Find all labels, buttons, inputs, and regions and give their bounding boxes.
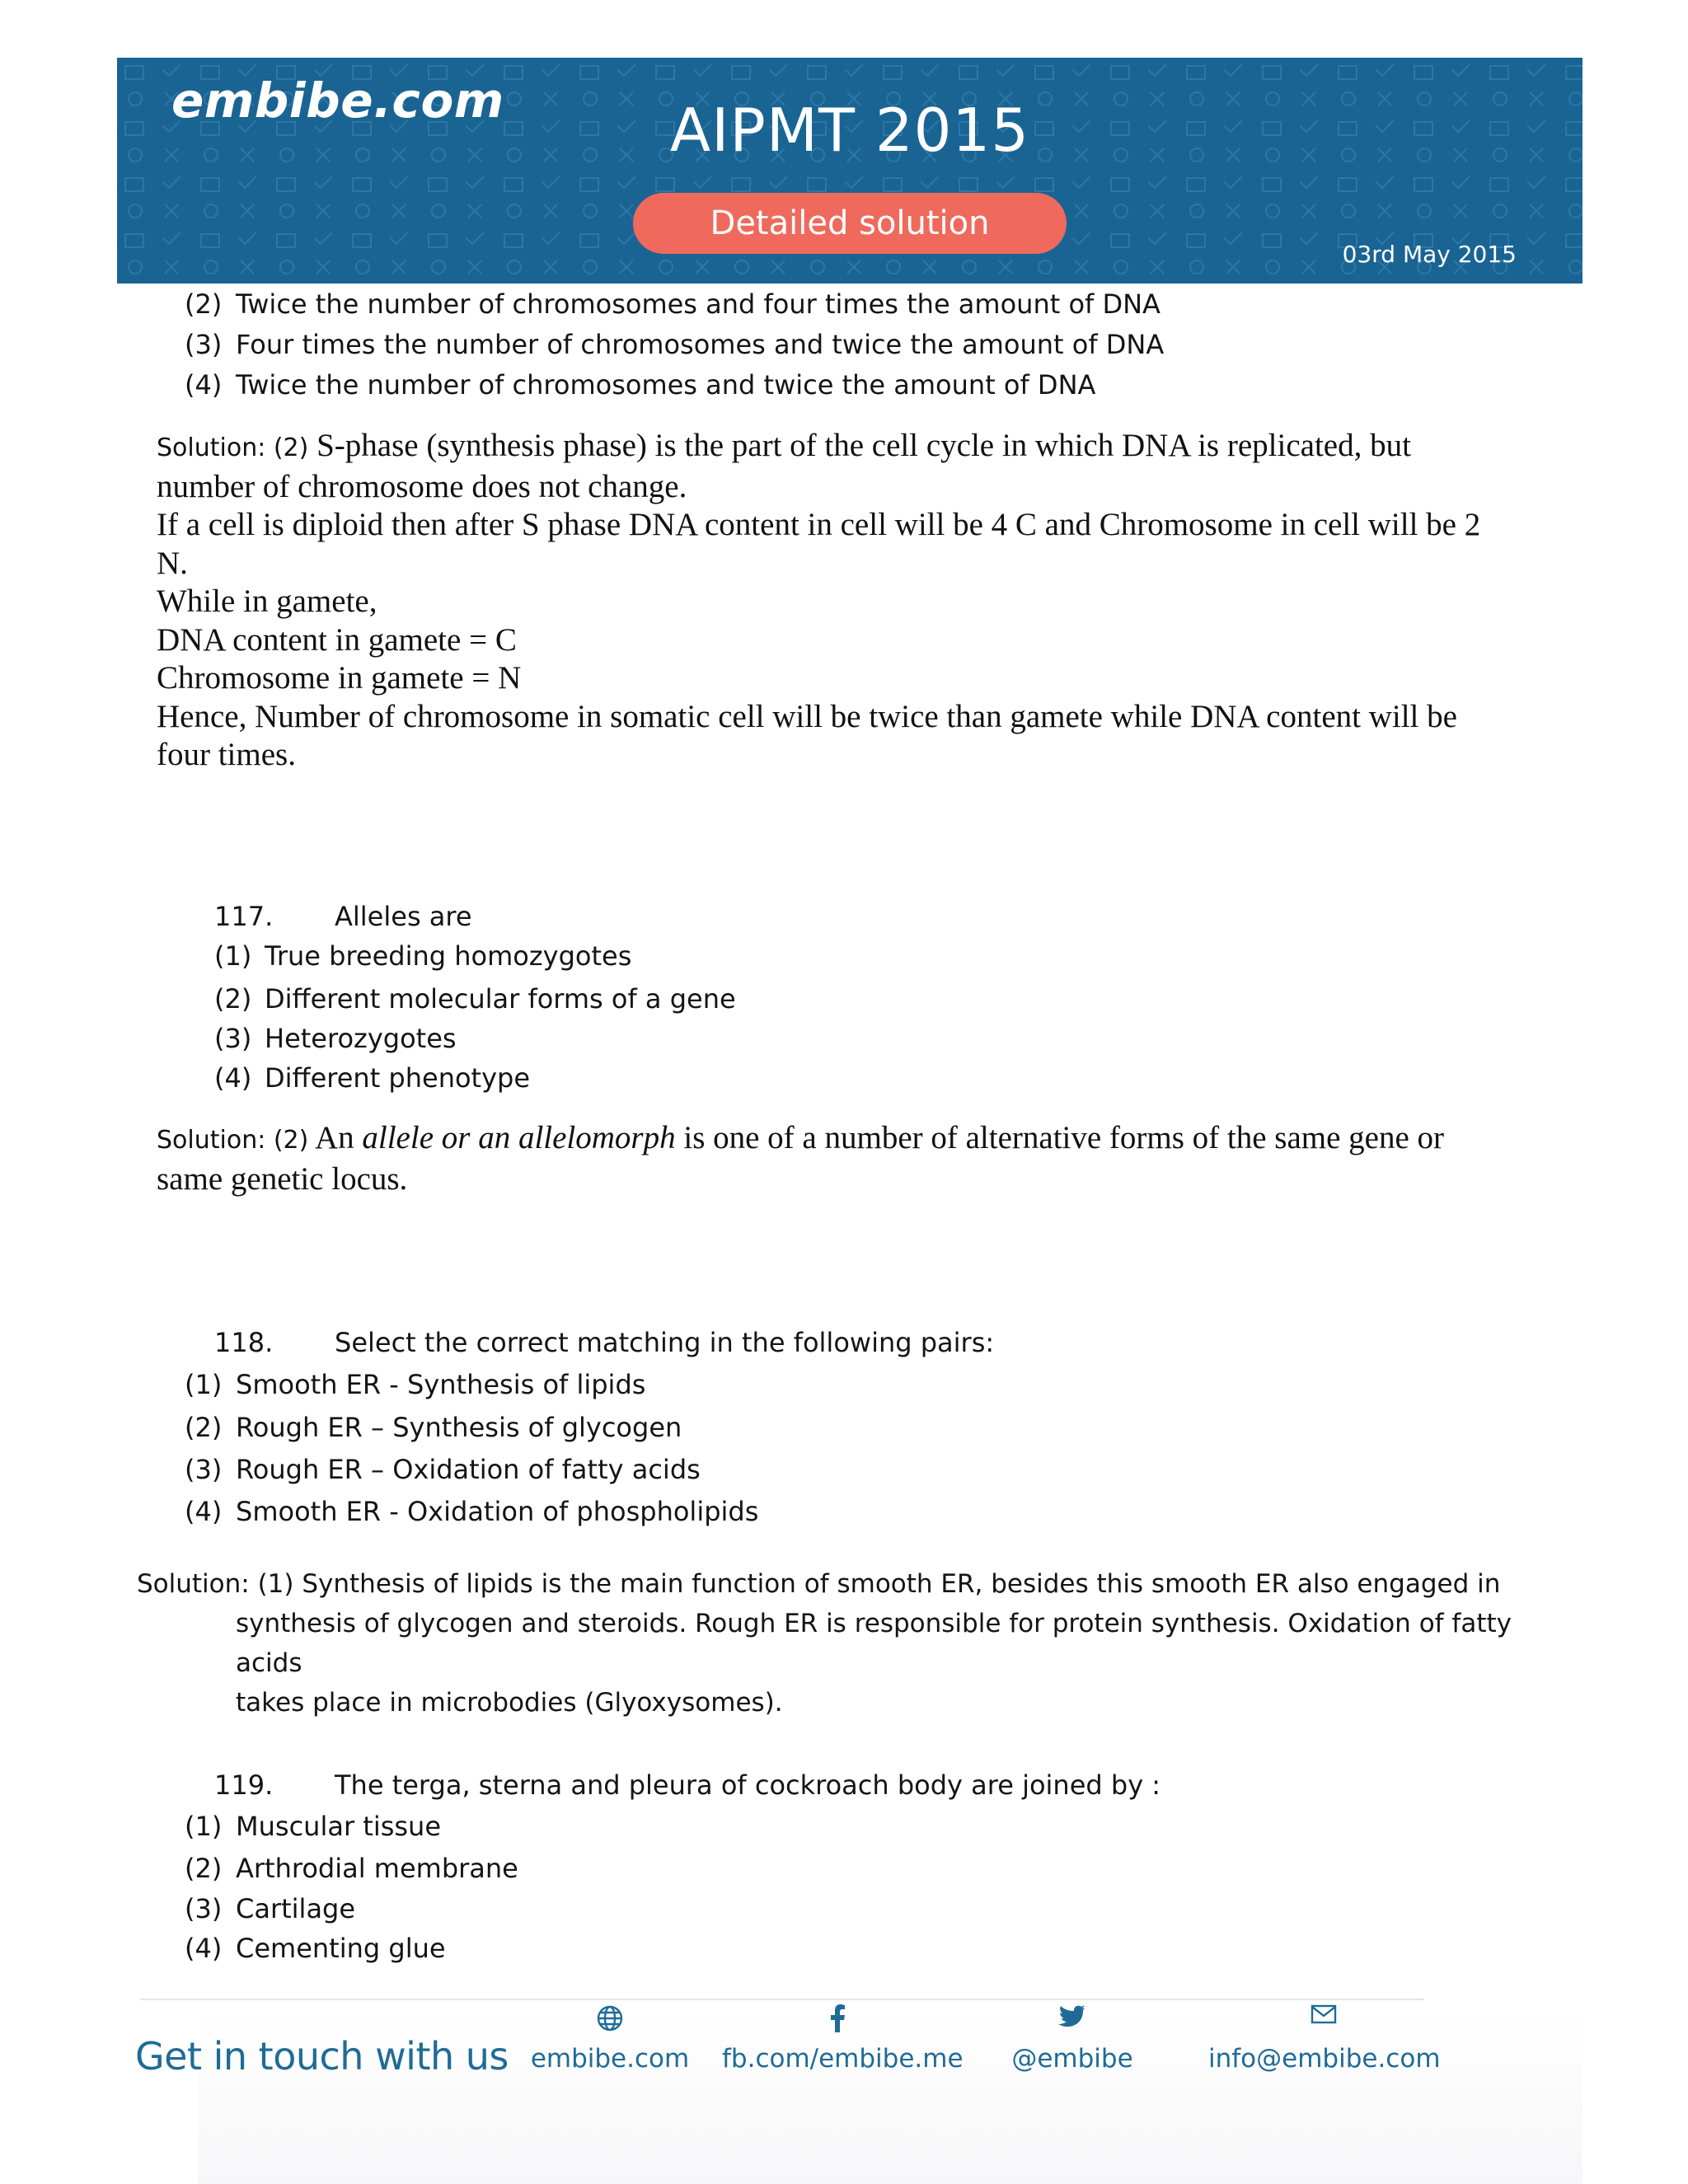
exam-date: 03rd May 2015 — [1342, 241, 1517, 268]
option-row — [185, 1454, 701, 1485]
option-text: Rough ER – Synthesis of glycogen — [236, 1412, 682, 1443]
option-text: Different molecular forms of a gene — [265, 983, 736, 1015]
footer-link-email[interactable] — [1208, 2004, 1439, 2074]
option-row — [185, 1893, 356, 1924]
option-row — [214, 1023, 457, 1054]
footer-divider — [140, 1999, 1424, 2000]
option-number: (1) — [214, 940, 252, 972]
mail-icon — [1208, 2004, 1439, 2037]
option-number: (3) — [185, 329, 223, 360]
option-text: Twice the number of chromosomes and twice the amount of DNA — [236, 369, 1096, 401]
brand-logo: embibe.com — [171, 73, 504, 129]
footer-link-label: embibe.com — [530, 2044, 690, 2074]
solution-line: DNA content in gamete = C — [157, 621, 517, 658]
solution-line: While in gamete, — [157, 583, 377, 619]
footer-link-label: fb.com/embibe.me — [722, 2044, 964, 2074]
solution-line: S-phase (synthesis phase) is the part of the cell cycle in which DNA is replicated, but — [316, 428, 1411, 463]
solution-italic-term: allele or an allelomorph — [362, 1120, 676, 1155]
facebook-icon — [722, 2004, 953, 2037]
exam-title: AIPMT 2015 — [669, 96, 1030, 165]
option-number: (4) — [214, 1062, 252, 1094]
option-number: (4) — [185, 1496, 223, 1527]
option-row — [214, 1062, 531, 1094]
solution-label: Solution: (2) — [157, 434, 309, 462]
question-number: 117. — [214, 901, 274, 932]
get-in-touch-heading: Get in touch with us — [135, 2034, 509, 2079]
solution-line: Chromosome in gamete = N — [157, 660, 522, 696]
globe-icon — [528, 2004, 692, 2037]
option-text: Arthrodial membrane — [236, 1853, 518, 1884]
q118-solution — [137, 1564, 1546, 1722]
option-text: True breeding homozygotes — [265, 940, 632, 972]
option-number: (3) — [185, 1454, 223, 1485]
question-number: 119. — [214, 1769, 274, 1801]
option-row — [214, 983, 736, 1015]
footer-link-website[interactable] — [528, 2004, 692, 2074]
solution-label: Solution: (2) — [157, 1126, 309, 1155]
option-row — [185, 1933, 446, 1964]
option-row — [185, 288, 1160, 320]
option-number: (4) — [185, 369, 223, 401]
footer-link-facebook[interactable] — [722, 2004, 964, 2074]
question-text: Alleles are — [335, 901, 472, 932]
option-text: Muscular tissue — [236, 1811, 442, 1842]
option-number: (4) — [185, 1933, 223, 1964]
solution-line: synthesis of glycogen and steroids. Rough ER is responsible for protein synthesis. Oxidation of fatty acids — [236, 1609, 1512, 1678]
option-row — [214, 940, 632, 972]
option-number: (2) — [185, 1853, 223, 1884]
header-banner — [117, 58, 1582, 284]
option-row — [185, 1811, 442, 1842]
footer-link-label: info@embibe.com — [1208, 2044, 1441, 2074]
option-number: (1) — [185, 1811, 223, 1842]
option-text: Cementing glue — [236, 1933, 446, 1964]
twitter-icon — [1010, 2004, 1134, 2037]
solution-line: same genetic locus. — [157, 1160, 408, 1197]
question-text: Select the correct matching in the following pairs: — [335, 1327, 995, 1358]
option-text: Rough ER – Oxidation of fatty acids — [236, 1454, 701, 1485]
detailed-solution-badge: Detailed solution — [633, 193, 1067, 254]
solution-line: takes place in microbodies (Glyoxysomes). — [236, 1688, 783, 1718]
q116-solution — [157, 427, 1541, 775]
q117-solution — [157, 1119, 1541, 1198]
option-text: Different phenotype — [265, 1062, 531, 1094]
option-text: Heterozygotes — [265, 1023, 457, 1054]
option-text: Four times the number of chromosomes and twice the amount of DNA — [236, 329, 1165, 360]
option-text: Smooth ER - Synthesis of lipids — [236, 1369, 646, 1400]
option-number: (3) — [214, 1023, 252, 1054]
option-number: (2) — [185, 288, 223, 320]
option-text: Smooth ER - Oxidation of phospholipids — [236, 1496, 759, 1527]
solution-line: four times. — [157, 737, 296, 772]
option-number: (2) — [185, 1412, 223, 1443]
question-text: The terga, sterna and pleura of cockroach body are joined by : — [335, 1769, 1161, 1801]
option-row — [185, 369, 1096, 401]
option-text: Twice the number of chromosomes and four times the amount of DNA — [236, 288, 1160, 320]
option-text: Cartilage — [236, 1893, 356, 1924]
option-row — [185, 1412, 682, 1443]
solution-line: Hence, Number of chromosome in somatic cell will be twice than gamete while DNA content will be — [157, 698, 1457, 734]
option-number: (2) — [214, 983, 252, 1015]
solution-text: An — [314, 1120, 363, 1155]
solution-line: If a cell is diploid then after S phase DNA content in cell will be 4 C and Chromosome in cell will be 2 — [157, 507, 1481, 542]
solution-line: Solution: (1) Synthesis of lipids is the main function of smooth ER, besides this smooth ER also engaged in — [137, 1569, 1501, 1599]
footer-link-twitter[interactable] — [1010, 2004, 1134, 2074]
option-row — [185, 1369, 646, 1400]
question-number: 118. — [214, 1327, 274, 1358]
option-number: (1) — [185, 1369, 223, 1400]
option-row — [185, 1496, 759, 1527]
solution-line: N. — [157, 545, 188, 581]
option-row — [185, 1853, 518, 1884]
option-number: (3) — [185, 1893, 223, 1924]
footer-link-label: @embibe — [1011, 2044, 1133, 2074]
option-row — [185, 329, 1165, 360]
solution-text: is one of a number of alternative forms of the same gene or — [675, 1120, 1445, 1155]
solution-line: number of chromosome does not change. — [157, 468, 687, 504]
